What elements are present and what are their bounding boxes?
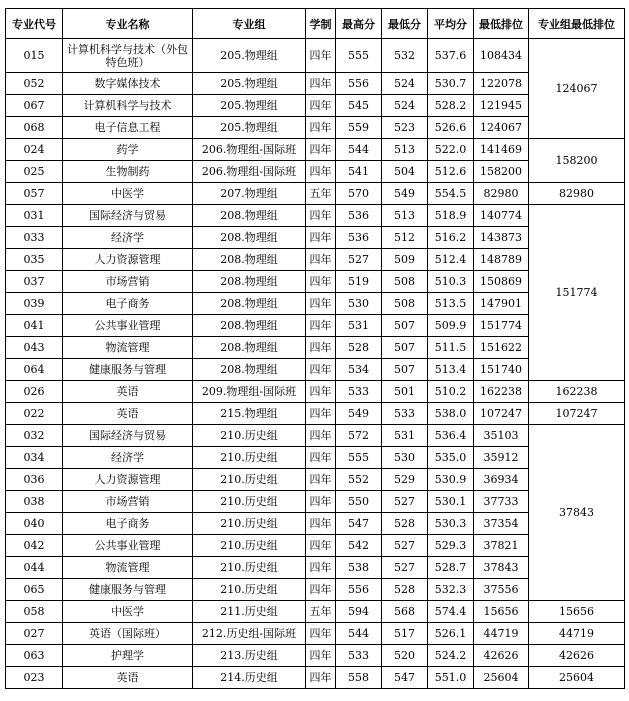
cell-max-score: 531 (336, 315, 382, 337)
cell-years: 四年 (306, 579, 336, 601)
cell-min-score: 549 (382, 183, 428, 205)
cell-code: 068 (6, 117, 63, 139)
cell-avg-score: 513.5 (428, 293, 474, 315)
cell-major-group: 213.历史组 (193, 645, 306, 667)
cell-min-rank: 44719 (474, 623, 529, 645)
table-row (6, 39, 625, 73)
cell-major-group: 210.历史组 (193, 425, 306, 447)
cell-max-score: 536 (336, 227, 382, 249)
cell-years: 四年 (306, 447, 336, 469)
cell-code: 039 (6, 293, 63, 315)
cell-max-score: 544 (336, 139, 382, 161)
table-row (6, 139, 625, 161)
cell-major-group: 206.物理组-国际班 (193, 139, 306, 161)
cell-min-rank: 37843 (474, 557, 529, 579)
cell-major-group: 210.历史组 (193, 491, 306, 513)
cell-major-group: 208.物理组 (193, 249, 306, 271)
cell-code: 027 (6, 623, 63, 645)
cell-major-group: 210.历史组 (193, 557, 306, 579)
cell-major-name: 经济学 (63, 447, 193, 469)
cell-max-score: 533 (336, 645, 382, 667)
cell-min-score: 512 (382, 227, 428, 249)
cell-group-min-rank: 162238 (529, 381, 625, 403)
cell-major-group: 211.历史组 (193, 601, 306, 623)
cell-max-score: 555 (336, 447, 382, 469)
table-header-row (6, 9, 625, 39)
cell-years: 四年 (306, 667, 336, 689)
cell-major-group: 205.物理组 (193, 117, 306, 139)
cell-years: 四年 (306, 645, 336, 667)
cell-min-rank: 151774 (474, 315, 529, 337)
cell-years: 四年 (306, 469, 336, 491)
cell-min-score: 527 (382, 491, 428, 513)
table-row (6, 205, 625, 227)
cell-max-score: 534 (336, 359, 382, 381)
cell-avg-score: 522.0 (428, 139, 474, 161)
cell-years: 四年 (306, 315, 336, 337)
cell-years: 四年 (306, 249, 336, 271)
cell-min-score: 501 (382, 381, 428, 403)
cell-max-score: 558 (336, 667, 382, 689)
cell-max-score: 549 (336, 403, 382, 425)
cell-years: 四年 (306, 381, 336, 403)
cell-years: 五年 (306, 183, 336, 205)
cell-max-score: 528 (336, 337, 382, 359)
cell-major-group: 212.历史组-国际班 (193, 623, 306, 645)
cell-min-score: 529 (382, 469, 428, 491)
cell-min-score: 532 (382, 39, 428, 73)
cell-code: 033 (6, 227, 63, 249)
cell-min-score: 504 (382, 161, 428, 183)
cell-avg-score: 537.6 (428, 39, 474, 73)
cell-min-score: 527 (382, 535, 428, 557)
cell-min-score: 528 (382, 513, 428, 535)
cell-avg-score: 509.9 (428, 315, 474, 337)
cell-min-rank: 42626 (474, 645, 529, 667)
cell-min-score: 507 (382, 359, 428, 381)
cell-code: 058 (6, 601, 63, 623)
cell-code: 067 (6, 95, 63, 117)
cell-max-score: 556 (336, 579, 382, 601)
cell-code: 065 (6, 579, 63, 601)
cell-max-score: 556 (336, 73, 382, 95)
cell-avg-score: 554.5 (428, 183, 474, 205)
cell-major-group: 208.物理组 (193, 337, 306, 359)
cell-avg-score: 526.1 (428, 623, 474, 645)
cell-min-rank: 151622 (474, 337, 529, 359)
cell-min-rank: 151740 (474, 359, 529, 381)
cell-years: 四年 (306, 403, 336, 425)
cell-major-name: 公共事业管理 (63, 535, 193, 557)
cell-max-score: 570 (336, 183, 382, 205)
cell-min-rank: 82980 (474, 183, 529, 205)
cell-min-rank: 25604 (474, 667, 529, 689)
cell-avg-score: 512.4 (428, 249, 474, 271)
cell-group-min-rank: 44719 (529, 623, 625, 645)
cell-min-rank: 124067 (474, 117, 529, 139)
cell-min-rank: 141469 (474, 139, 529, 161)
header-code: 专业代号 (6, 9, 63, 39)
cell-years: 四年 (306, 95, 336, 117)
cell-avg-score: 529.3 (428, 535, 474, 557)
cell-max-score: 552 (336, 469, 382, 491)
cell-avg-score: 511.5 (428, 337, 474, 359)
cell-max-score: 545 (336, 95, 382, 117)
cell-min-score: 523 (382, 117, 428, 139)
cell-min-score: 509 (382, 249, 428, 271)
cell-years: 四年 (306, 271, 336, 293)
cell-major-name: 护理学 (63, 645, 193, 667)
cell-major-group: 208.物理组 (193, 359, 306, 381)
cell-code: 034 (6, 447, 63, 469)
cell-code: 022 (6, 403, 63, 425)
cell-avg-score: 530.3 (428, 513, 474, 535)
cell-code: 035 (6, 249, 63, 271)
cell-min-score: 513 (382, 139, 428, 161)
cell-min-score: 507 (382, 315, 428, 337)
cell-max-score: 527 (336, 249, 382, 271)
cell-min-rank: 37821 (474, 535, 529, 557)
cell-avg-score: 536.4 (428, 425, 474, 447)
cell-code: 025 (6, 161, 63, 183)
cell-avg-score: 516.2 (428, 227, 474, 249)
cell-years: 四年 (306, 425, 336, 447)
header-major-group: 专业组 (193, 9, 306, 39)
cell-max-score: 536 (336, 205, 382, 227)
cell-major-name: 英语 (63, 667, 193, 689)
cell-years: 四年 (306, 205, 336, 227)
cell-major-group: 215.物理组 (193, 403, 306, 425)
cell-min-rank: 140774 (474, 205, 529, 227)
cell-max-score: 550 (336, 491, 382, 513)
cell-major-name: 国际经济与贸易 (63, 205, 193, 227)
cell-min-score: 508 (382, 293, 428, 315)
cell-years: 四年 (306, 117, 336, 139)
cell-major-name: 英语（国际班） (63, 623, 193, 645)
cell-min-rank: 147901 (474, 293, 529, 315)
cell-major-group: 214.历史组 (193, 667, 306, 689)
cell-major-name: 电子商务 (63, 513, 193, 535)
cell-avg-score: 538.0 (428, 403, 474, 425)
cell-major-group: 210.历史组 (193, 579, 306, 601)
cell-code: 023 (6, 667, 63, 689)
table-row (6, 183, 625, 205)
cell-years: 四年 (306, 359, 336, 381)
cell-avg-score: 530.1 (428, 491, 474, 513)
table-row (6, 667, 625, 689)
cell-major-name: 市场营销 (63, 491, 193, 513)
cell-major-group: 207.物理组 (193, 183, 306, 205)
cell-code: 044 (6, 557, 63, 579)
cell-major-name: 经济学 (63, 227, 193, 249)
cell-years: 四年 (306, 161, 336, 183)
cell-group-min-rank: 82980 (529, 183, 625, 205)
cell-group-min-rank: 25604 (529, 667, 625, 689)
cell-major-name: 药学 (63, 139, 193, 161)
cell-max-score: 547 (336, 513, 382, 535)
cell-years: 四年 (306, 491, 336, 513)
cell-min-score: 508 (382, 271, 428, 293)
cell-max-score: 542 (336, 535, 382, 557)
table-row (6, 623, 625, 645)
cell-code: 031 (6, 205, 63, 227)
cell-years: 四年 (306, 73, 336, 95)
cell-major-name: 英语 (63, 403, 193, 425)
cell-min-rank: 36934 (474, 469, 529, 491)
cell-major-name: 人力资源管理 (63, 469, 193, 491)
header-avg-score: 平均分 (428, 9, 474, 39)
cell-major-name: 物流管理 (63, 337, 193, 359)
cell-min-score: 524 (382, 95, 428, 117)
cell-min-rank: 107247 (474, 403, 529, 425)
cell-major-group: 205.物理组 (193, 73, 306, 95)
cell-group-min-rank: 15656 (529, 601, 625, 623)
cell-min-rank: 150869 (474, 271, 529, 293)
header-years: 学制 (306, 9, 336, 39)
header-max-score: 最高分 (336, 9, 382, 39)
cell-code: 015 (6, 39, 63, 73)
cell-min-rank: 37354 (474, 513, 529, 535)
cell-major-name: 健康服务与管理 (63, 579, 193, 601)
cell-min-rank: 35103 (474, 425, 529, 447)
cell-code: 026 (6, 381, 63, 403)
cell-major-group: 208.物理组 (193, 315, 306, 337)
cell-avg-score: 574.4 (428, 601, 474, 623)
cell-group-min-rank: 37843 (529, 425, 625, 601)
cell-code: 043 (6, 337, 63, 359)
cell-min-rank: 158200 (474, 161, 529, 183)
cell-major-group: 210.历史组 (193, 469, 306, 491)
cell-years: 四年 (306, 623, 336, 645)
cell-group-min-rank: 42626 (529, 645, 625, 667)
cell-major-name: 中医学 (63, 183, 193, 205)
cell-major-name: 人力资源管理 (63, 249, 193, 271)
cell-years: 四年 (306, 227, 336, 249)
cell-major-group: 210.历史组 (193, 535, 306, 557)
cell-min-rank: 162238 (474, 381, 529, 403)
cell-code: 040 (6, 513, 63, 535)
cell-major-group: 208.物理组 (193, 271, 306, 293)
table-row (6, 645, 625, 667)
cell-major-group: 209.物理组-国际班 (193, 381, 306, 403)
cell-major-name: 电子信息工程 (63, 117, 193, 139)
admission-score-table (5, 8, 625, 689)
cell-max-score: 559 (336, 117, 382, 139)
cell-min-score: 527 (382, 557, 428, 579)
cell-major-name: 国际经济与贸易 (63, 425, 193, 447)
cell-years: 四年 (306, 535, 336, 557)
cell-min-rank: 37556 (474, 579, 529, 601)
cell-avg-score: 530.7 (428, 73, 474, 95)
cell-code: 037 (6, 271, 63, 293)
cell-min-rank: 37733 (474, 491, 529, 513)
cell-min-score: 517 (382, 623, 428, 645)
cell-code: 032 (6, 425, 63, 447)
cell-major-name: 数字媒体技术 (63, 73, 193, 95)
cell-avg-score: 551.0 (428, 667, 474, 689)
cell-min-score: 513 (382, 205, 428, 227)
cell-major-group: 210.历史组 (193, 447, 306, 469)
cell-major-group: 205.物理组 (193, 39, 306, 73)
cell-max-score: 530 (336, 293, 382, 315)
cell-min-rank: 121945 (474, 95, 529, 117)
cell-major-group: 208.物理组 (193, 227, 306, 249)
cell-code: 063 (6, 645, 63, 667)
table-body (6, 39, 625, 689)
cell-min-rank: 143873 (474, 227, 529, 249)
cell-group-min-rank: 124067 (529, 39, 625, 139)
cell-group-min-rank: 158200 (529, 139, 625, 183)
cell-code: 041 (6, 315, 63, 337)
cell-years: 五年 (306, 601, 336, 623)
cell-max-score: 555 (336, 39, 382, 73)
table-row (6, 601, 625, 623)
cell-avg-score: 518.9 (428, 205, 474, 227)
cell-avg-score: 528.2 (428, 95, 474, 117)
cell-years: 四年 (306, 139, 336, 161)
cell-min-score: 528 (382, 579, 428, 601)
cell-code: 042 (6, 535, 63, 557)
cell-years: 四年 (306, 513, 336, 535)
cell-max-score: 519 (336, 271, 382, 293)
cell-major-name: 健康服务与管理 (63, 359, 193, 381)
cell-max-score: 541 (336, 161, 382, 183)
cell-years: 四年 (306, 337, 336, 359)
cell-avg-score: 510.2 (428, 381, 474, 403)
cell-major-name: 物流管理 (63, 557, 193, 579)
cell-min-score: 531 (382, 425, 428, 447)
cell-major-name: 市场营销 (63, 271, 193, 293)
cell-major-name: 计算机科学与技术 (63, 95, 193, 117)
cell-major-group: 208.物理组 (193, 293, 306, 315)
cell-code: 057 (6, 183, 63, 205)
cell-avg-score: 524.2 (428, 645, 474, 667)
cell-years: 四年 (306, 293, 336, 315)
cell-major-group: 206.物理组-国际班 (193, 161, 306, 183)
cell-code: 052 (6, 73, 63, 95)
header-group-min-rank: 专业组最低排位 (529, 9, 625, 39)
cell-major-name: 中医学 (63, 601, 193, 623)
cell-avg-score: 532.3 (428, 579, 474, 601)
cell-max-score: 533 (336, 381, 382, 403)
cell-min-rank: 122078 (474, 73, 529, 95)
cell-min-score: 530 (382, 447, 428, 469)
cell-code: 064 (6, 359, 63, 381)
cell-avg-score: 535.0 (428, 447, 474, 469)
cell-avg-score: 530.9 (428, 469, 474, 491)
cell-code: 038 (6, 491, 63, 513)
cell-major-group: 210.历史组 (193, 513, 306, 535)
cell-avg-score: 526.6 (428, 117, 474, 139)
cell-avg-score: 513.4 (428, 359, 474, 381)
cell-group-min-rank: 151774 (529, 205, 625, 381)
cell-code: 036 (6, 469, 63, 491)
cell-max-score: 594 (336, 601, 382, 623)
cell-major-group: 208.物理组 (193, 205, 306, 227)
cell-min-score: 533 (382, 403, 428, 425)
admission-table-container (5, 8, 625, 689)
table-row (6, 403, 625, 425)
cell-min-rank: 15656 (474, 601, 529, 623)
cell-avg-score: 510.3 (428, 271, 474, 293)
cell-major-name: 公共事业管理 (63, 315, 193, 337)
cell-min-rank: 108434 (474, 39, 529, 73)
cell-min-score: 568 (382, 601, 428, 623)
cell-major-name: 电子商务 (63, 293, 193, 315)
cell-code: 024 (6, 139, 63, 161)
cell-years: 四年 (306, 557, 336, 579)
table-row (6, 381, 625, 403)
cell-min-score: 524 (382, 73, 428, 95)
header-min-score: 最低分 (382, 9, 428, 39)
cell-years: 四年 (306, 39, 336, 73)
cell-avg-score: 528.7 (428, 557, 474, 579)
cell-min-score: 520 (382, 645, 428, 667)
cell-major-name: 生物制药 (63, 161, 193, 183)
cell-min-rank: 35912 (474, 447, 529, 469)
cell-max-score: 572 (336, 425, 382, 447)
cell-major-name: 计算机科学与技术（外包特色班） (63, 39, 193, 73)
header-major-name: 专业名称 (63, 9, 193, 39)
cell-major-name: 英语 (63, 381, 193, 403)
cell-major-group: 205.物理组 (193, 95, 306, 117)
cell-max-score: 544 (336, 623, 382, 645)
cell-group-min-rank: 107247 (529, 403, 625, 425)
table-row (6, 425, 625, 447)
cell-max-score: 538 (336, 557, 382, 579)
cell-min-rank: 148789 (474, 249, 529, 271)
cell-avg-score: 512.6 (428, 161, 474, 183)
cell-min-score: 547 (382, 667, 428, 689)
cell-min-score: 507 (382, 337, 428, 359)
header-min-rank: 最低排位 (474, 9, 529, 39)
